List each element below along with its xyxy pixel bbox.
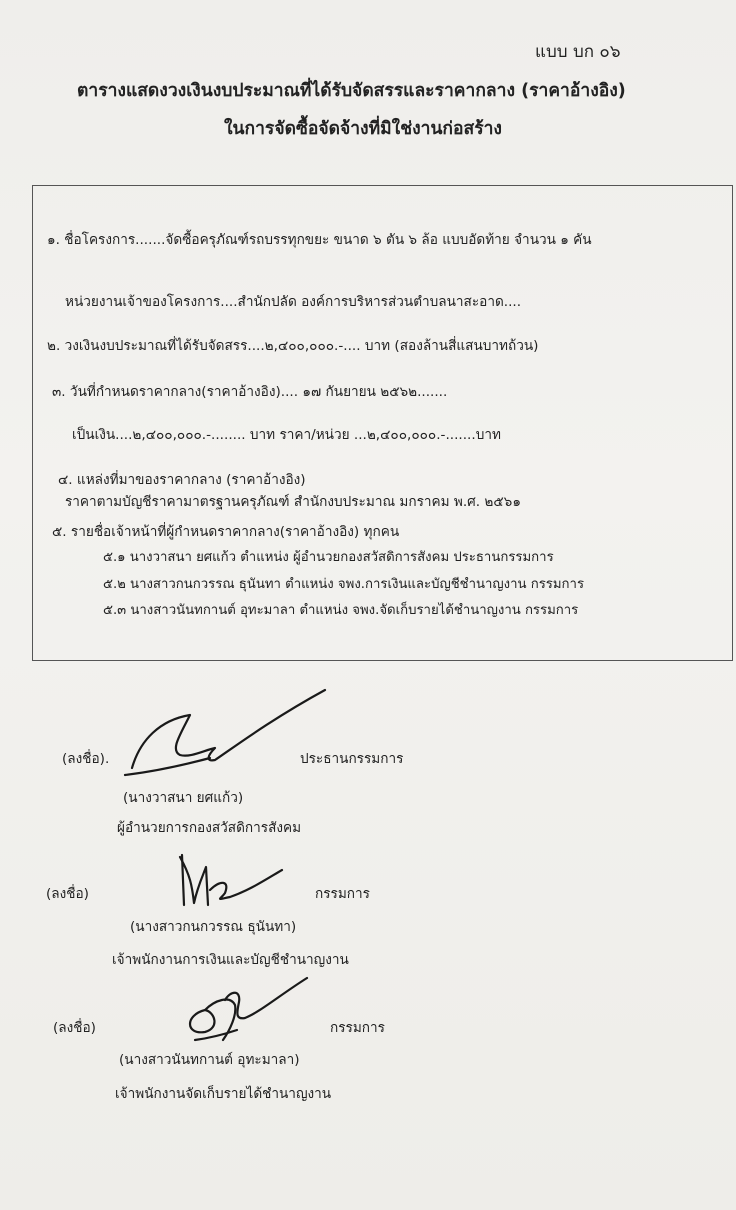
- signature-3-position: เจ้าพนักงานจัดเก็บรายได้ชำนาญงาน: [115, 1086, 332, 1102]
- document-title-line2: ในการจัดซื้อจัดจ้างที่มิใช่งานก่อสร้าง: [224, 119, 502, 139]
- signature-3-handwriting: [175, 970, 315, 1050]
- signature-1-name: (นางวาสนา ยศแก้ว): [123, 790, 244, 806]
- item4-price-source: ๔. แหล่งที่มาของราคากลาง (ราคาอ้างอิง): [58, 472, 306, 488]
- signature-1-handwriting: [120, 680, 330, 790]
- item5-member-3: ๕.๓ นางสาวนันทกานต์ อุทะมาลา ตำแหน่ง จพง.จัดเก็บรายได้ชำนาญงาน กรรมการ: [103, 603, 579, 618]
- item4-source-detail: ราคาตามบัญชีราคามาตรฐานครุภัณฑ์ สำนักงบประมาณ มกราคม พ.ศ. ๒๕๖๑: [65, 494, 521, 510]
- signature-1-role: ประธานกรรมการ: [300, 751, 404, 767]
- item1-owner-unit: หน่วยงานเจ้าของโครงการ....สำนักปลัด องค์การบริหารส่วนตำบลนาสะอาด....: [65, 294, 522, 310]
- signature-3-role: กรรมการ: [330, 1020, 385, 1036]
- item5-member-1: ๕.๑ นางวาสนา ยศแก้ว ตำแหน่ง ผู้อำนวยกองสวัสดิการสังคม ประธานกรรมการ: [103, 550, 554, 565]
- signature-2-handwriting: [170, 845, 290, 915]
- signature-2-position: เจ้าพนักงานการเงินและบัญชีชำนาญงาน: [112, 952, 349, 968]
- signature-3-label: (ลงชื่อ): [53, 1020, 96, 1036]
- item3-reference-date: ๓. วันที่กำหนดราคากลาง(ราคาอ้างอิง).... ๑๗ กันยายน ๒๕๖๒.......: [52, 384, 448, 400]
- document-title-line1: ตารางแสดงวงเงินงบประมาณที่ได้รับจัดสรรและราคากลาง (ราคาอ้างอิง): [77, 81, 626, 101]
- item3-amount: เป็นเงิน....๒,๔๐๐,๐๐๐.-........ บาท ราคา/หน่วย ...๒,๔๐๐,๐๐๐.-.......บาท: [72, 427, 501, 443]
- signature-2-role: กรรมการ: [315, 886, 370, 902]
- signature-1-position: ผู้อำนวยการกองสวัสดิการสังคม: [117, 820, 302, 836]
- item5-committee-heading: ๕. รายชื่อเจ้าหน้าที่ผู้กำหนดราคากลาง(ราคาอ้างอิง) ทุกคน: [52, 524, 400, 540]
- signature-2-label: (ลงชื่อ): [46, 886, 89, 902]
- signature-3-name: (นางสาวนันทกานต์ อุทะมาลา): [119, 1052, 300, 1068]
- signature-1-label: (ลงชื่อ).: [62, 751, 110, 767]
- form-code: แบบ บก ๐๖: [535, 42, 621, 62]
- item1-project-name: ๑. ชื่อโครงการ.......จัดซื้อครุภัณฑ์รถบรรทุกขยะ ขนาด ๖ ตัน ๖ ล้อ แบบอัดท้าย จำนวน ๑ คัน: [47, 232, 592, 248]
- item5-member-2: ๕.๒ นางสาวกนกวรรณ ธุนันทา ตำแหน่ง จพง.การเงินและบัญชีชำนาญงาน กรรมการ: [103, 577, 585, 592]
- signature-2-name: (นางสาวกนกวรรณ ธุนันทา): [130, 919, 297, 935]
- item2-budget: ๒. วงเงินงบประมาณที่ได้รับจัดสรร....๒,๔๐๐,๐๐๐.-.... บาท (สองล้านสี่แสนบาทถ้วน): [47, 338, 539, 354]
